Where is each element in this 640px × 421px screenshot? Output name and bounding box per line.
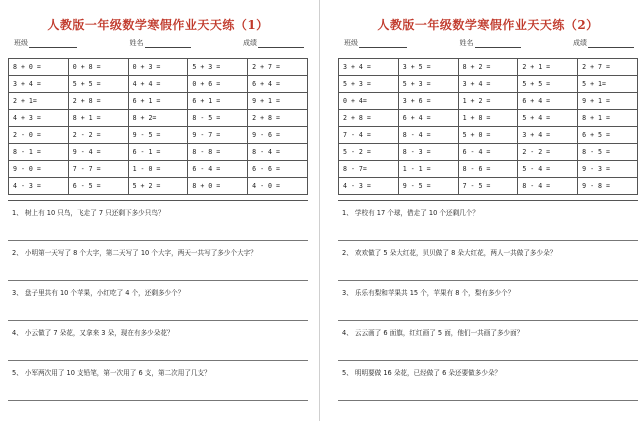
word-problem: 2、 欢欢做了 5 朵大红花，贝贝做了 8 朵大红花，两人一共做了多少朵？ — [338, 241, 638, 281]
equation-cell: 8 - 5 = — [188, 110, 248, 127]
name-blank — [145, 40, 191, 48]
equation-cell: 6 - 6 = — [248, 161, 308, 178]
score-field — [243, 38, 304, 48]
equation-cell: 4 + 3 = — [9, 110, 69, 127]
equation-cell: 3 + 4 = — [458, 76, 518, 93]
equation-cell: 6 + 4 = — [398, 110, 458, 127]
equation-cell: 5 + 4 = — [518, 110, 578, 127]
equation-cell: 5 + 5 = — [68, 76, 128, 93]
equation-cell: 5 + 2 = — [128, 178, 188, 195]
equation-cell: 6 + 1 = — [128, 93, 188, 110]
word-problem: 2、 小明第一天写了 8 个大字，第二天写了 10 个大字，两天一共写了多少个大字？ — [8, 241, 308, 281]
score-field — [573, 38, 634, 48]
arithmetic-grid — [8, 58, 308, 195]
equation-cell: 4 - 3 = — [339, 178, 399, 195]
score-label: 成绩 — [573, 39, 587, 47]
equation-cell: 9 - 5 = — [128, 127, 188, 144]
grid-row — [339, 93, 638, 110]
equation-cell: 8 + 0 = — [9, 59, 69, 76]
score-label: 成绩 — [243, 39, 257, 47]
name-label: 姓名 — [459, 39, 474, 47]
equation-cell: 6 + 4 = — [248, 76, 308, 93]
class-label: 班级 — [14, 39, 28, 47]
grid-row — [339, 161, 638, 178]
equation-cell: 4 - 3 = — [9, 178, 69, 195]
word-problem: 3、 盘子里共有 10 个苹果，小红吃了 4 个，还剩多少个？ — [8, 281, 308, 321]
equation-cell: 8 - 7= — [339, 161, 399, 178]
student-info-row — [14, 38, 304, 48]
equation-cell: 8 + 1 = — [578, 110, 638, 127]
equation-cell: 8 - 6 = — [458, 161, 518, 178]
name-label: 姓名 — [129, 39, 144, 47]
equation-cell: 2 + 8 = — [339, 110, 399, 127]
equation-cell: 8 + 0 = — [188, 178, 248, 195]
grid-row — [339, 59, 638, 76]
equation-cell: 5 + 3 = — [339, 76, 399, 93]
equation-cell: 9 - 8 = — [578, 178, 638, 195]
equation-cell: 0 + 4= — [339, 93, 399, 110]
equation-cell: 8 - 8 = — [188, 144, 248, 161]
word-problems — [338, 200, 638, 401]
equation-cell: 7 - 4 = — [339, 127, 399, 144]
equation-cell: 8 + 2= — [128, 110, 188, 127]
class-blank — [29, 40, 77, 48]
equation-cell: 9 - 3 = — [578, 161, 638, 178]
equation-cell: 9 + 1 = — [248, 93, 308, 110]
grid-row — [9, 93, 308, 110]
equation-cell: 5 + 0 = — [458, 127, 518, 144]
grid-row — [9, 127, 308, 144]
equation-cell: 5 - 2 = — [339, 144, 399, 161]
equation-cell: 6 + 4 = — [518, 93, 578, 110]
equation-cell: 2 + 8 = — [248, 110, 308, 127]
class-blank — [359, 40, 407, 48]
word-problem: 1、 树上有 10 只鸟，飞走了 7 只还剩下多少只鸟？ — [8, 201, 308, 241]
equation-cell: 8 - 1 = — [9, 144, 69, 161]
name-blank — [475, 40, 521, 48]
equation-cell: 2 - 2 = — [68, 127, 128, 144]
equation-cell: 2 + 7 = — [578, 59, 638, 76]
word-problem: 4、 云云画了 6 面旗，红红画了 5 面，他们一共画了多少面？ — [338, 321, 638, 361]
equation-cell: 8 - 4 = — [248, 144, 308, 161]
equation-cell: 9 - 4 = — [68, 144, 128, 161]
equation-cell: 1 + 2 = — [458, 93, 518, 110]
word-problem: 1、 学校有 17 个球，借走了 10 个还剩几个？ — [338, 201, 638, 241]
equation-cell: 6 - 1 = — [128, 144, 188, 161]
word-problem: 3、 乐乐有梨和苹果共 15 个，苹果有 8 个，梨有多少个？ — [338, 281, 638, 321]
equation-cell: 6 - 5 = — [68, 178, 128, 195]
score-blank — [588, 40, 634, 48]
equation-cell: 0 + 8 = — [68, 59, 128, 76]
grid-row — [339, 110, 638, 127]
equation-cell: 3 + 4 = — [339, 59, 399, 76]
equation-cell: 2 + 8 = — [68, 93, 128, 110]
word-problem: 5、 小军两次用了 10 支铅笔，第一次用了 6 支，第二次用了几支？ — [8, 361, 308, 401]
class-field — [14, 38, 77, 48]
class-label: 班级 — [344, 39, 358, 47]
equation-cell: 2 - 0 = — [9, 127, 69, 144]
grid-row — [9, 161, 308, 178]
arithmetic-grid — [338, 58, 638, 195]
grid-row — [9, 178, 308, 195]
equation-cell: 2 + 1= — [9, 93, 69, 110]
grid-row — [339, 127, 638, 144]
equation-cell: 9 + 1 = — [578, 93, 638, 110]
equation-cell: 6 - 4 = — [188, 161, 248, 178]
equation-cell: 7 - 7 = — [68, 161, 128, 178]
equation-cell: 9 - 6 = — [248, 127, 308, 144]
equation-cell: 6 + 5 = — [578, 127, 638, 144]
name-field — [130, 38, 191, 48]
equation-cell: 0 + 6 = — [188, 76, 248, 93]
grid-row — [9, 59, 308, 76]
worksheet-1 — [8, 0, 308, 421]
equation-cell: 4 - 0 = — [248, 178, 308, 195]
equation-cell: 5 + 1= — [578, 76, 638, 93]
equation-cell: 8 + 2 = — [458, 59, 518, 76]
word-problem: 4、 小云做了 7 朵花，又拿来 3 朵，现在有多少朵花？ — [8, 321, 308, 361]
equation-cell: 6 + 1 = — [188, 93, 248, 110]
equation-cell: 1 - 1 = — [398, 161, 458, 178]
grid-row — [9, 144, 308, 161]
equation-cell: 3 + 4 = — [518, 127, 578, 144]
equation-cell: 3 + 4 = — [9, 76, 69, 93]
equation-cell: 3 + 5 = — [398, 59, 458, 76]
equation-cell: 0 + 3 = — [128, 59, 188, 76]
page-divider — [319, 0, 320, 421]
equation-cell: 1 + 8 = — [458, 110, 518, 127]
grid-row — [339, 76, 638, 93]
equation-cell: 2 + 1 = — [518, 59, 578, 76]
equation-cell: 9 - 0 = — [9, 161, 69, 178]
equation-cell: 8 - 5 = — [578, 144, 638, 161]
equation-cell: 5 + 5 = — [518, 76, 578, 93]
equation-cell: 8 - 4 = — [398, 127, 458, 144]
grid-row — [339, 178, 638, 195]
equation-cell: 1 - 0 = — [128, 161, 188, 178]
equation-cell: 4 + 4 = — [128, 76, 188, 93]
word-problems — [8, 200, 308, 401]
word-problem: 5、 明明要做 16 朵花，已经做了 6 朵还要做多少朵？ — [338, 361, 638, 401]
equation-cell: 9 - 7 = — [188, 127, 248, 144]
equation-cell: 5 - 4 = — [518, 161, 578, 178]
equation-cell: 2 + 7 = — [248, 59, 308, 76]
equation-cell: 8 + 1 = — [68, 110, 128, 127]
equation-cell: 9 - 5 = — [398, 178, 458, 195]
worksheet-title: 人教版一年级数学寒假作业天天练（2） — [377, 18, 599, 32]
class-field — [344, 38, 407, 48]
grid-row — [9, 76, 308, 93]
equation-cell: 8 - 4 = — [518, 178, 578, 195]
grid-row — [9, 110, 308, 127]
equation-cell: 7 - 5 = — [458, 178, 518, 195]
equation-cell: 8 - 3 = — [398, 144, 458, 161]
name-field — [460, 38, 521, 48]
equation-cell: 2 - 2 = — [518, 144, 578, 161]
equation-cell: 5 + 3 = — [188, 59, 248, 76]
worksheet-2 — [338, 0, 638, 421]
equation-cell: 6 - 4 = — [458, 144, 518, 161]
grid-row — [339, 144, 638, 161]
student-info-row — [344, 38, 634, 48]
equation-cell: 3 + 6 = — [398, 93, 458, 110]
equation-cell: 5 + 3 = — [398, 76, 458, 93]
score-blank — [258, 40, 304, 48]
worksheet-title: 人教版一年级数学寒假作业天天练（1） — [47, 18, 269, 32]
